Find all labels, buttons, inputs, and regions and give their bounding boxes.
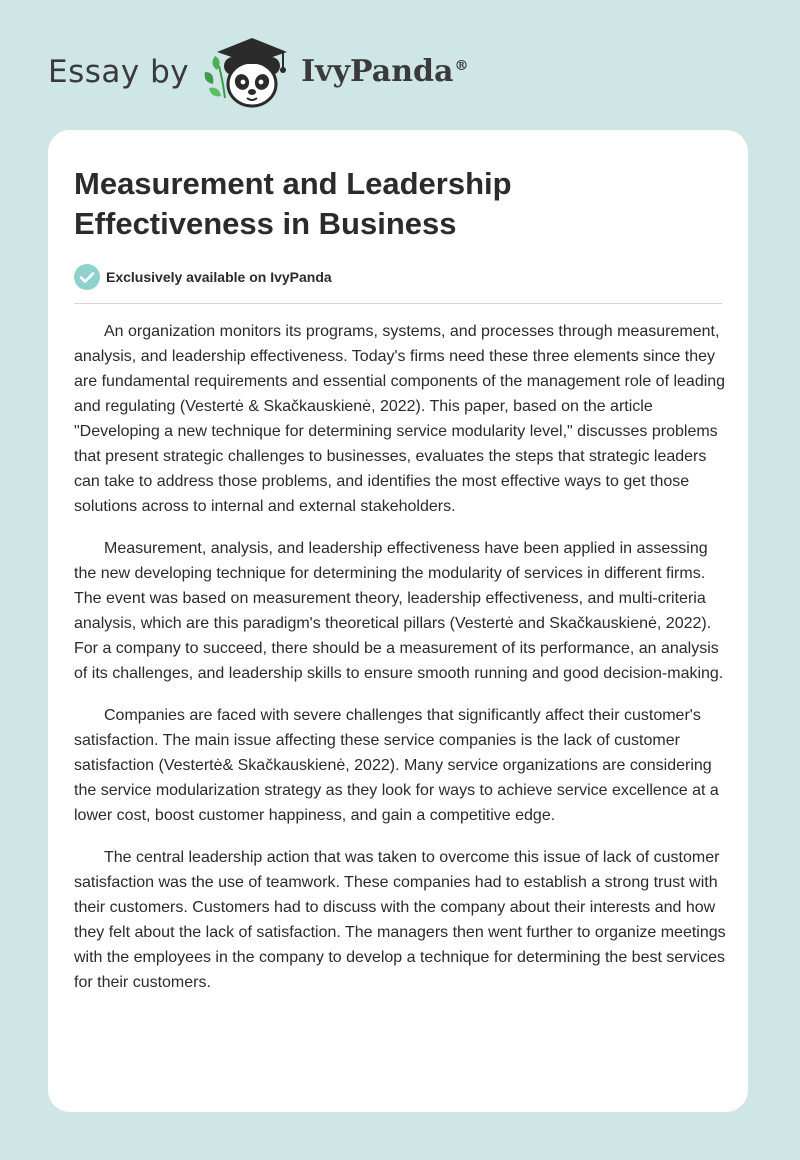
essay-by-label: Essay by	[48, 53, 190, 90]
paragraph: The central leadership action that was taken to overcome this issue of lack of customer satisfaction was the use of teamwork. These companies had to establish a strong trust with their customers. Customers had to discuss with the company about their interests and how they felt about the lack of satisfaction. The managers then went further to organize meetings with the employees in the company to develop a technique for determining the best services for their customers.	[74, 849, 726, 991]
check-circle-icon	[74, 264, 100, 290]
site-header-brand[interactable]	[48, 32, 468, 112]
essay-title: Measurement and Leadership Effectiveness in Business	[74, 166, 512, 241]
exclusive-badge-label: Exclusively available on IvyPanda	[106, 269, 332, 285]
paragraph: Companies are faced with severe challenges that significantly affect their customer's satisfaction. The main issue affecting these service companies is the lack of customer satisfaction (Vestertė& Skačkauskienė, 2022). Many service organizations are considering the service modularization strategy as they look for ways to achieve service excellence at a lower cost, boost customer happiness, and gain a competitive edge.	[74, 707, 719, 824]
paragraph: Measurement, analysis, and leadership effectiveness have been applied in assessing the new developing technique for determining the modularity of services in different firms. The event was based on measurement theory, leadership effectiveness, and multi-criteria analysis, which are this paradigm's theoretical pillars (Vestertė and Skačkauskienė, 2022). For a company to succeed, there should be a measurement of its performance, an analysis of its challenges, and leadership skills to ensure smooth running and good decision-making.	[74, 540, 724, 682]
title-divider	[74, 303, 722, 304]
paragraph: An organization monitors its programs, systems, and processes through measurement, analysis, and leadership effectiveness. Today's firms need these three elements since they are fundamental requirements and essential components of the management role of leading and regulating (Vestertė & Skačkauskienė, 2022). This paper, based on the article "Developing a new technique for determining service modularity level," discusses problems that present strategic challenges to businesses, evaluates the steps that strategic leaders can take to address those problems, and identifies the most effective ways to get those solutions across to internal and external stakeholders.	[74, 323, 726, 515]
registered-mark: ®	[454, 58, 469, 74]
essay-card	[48, 130, 748, 1112]
panda-graduate-icon	[203, 32, 293, 112]
exclusive-badge	[74, 264, 332, 290]
brand-name: IvyPanda®	[301, 54, 469, 89]
essay-body	[74, 319, 726, 1012]
